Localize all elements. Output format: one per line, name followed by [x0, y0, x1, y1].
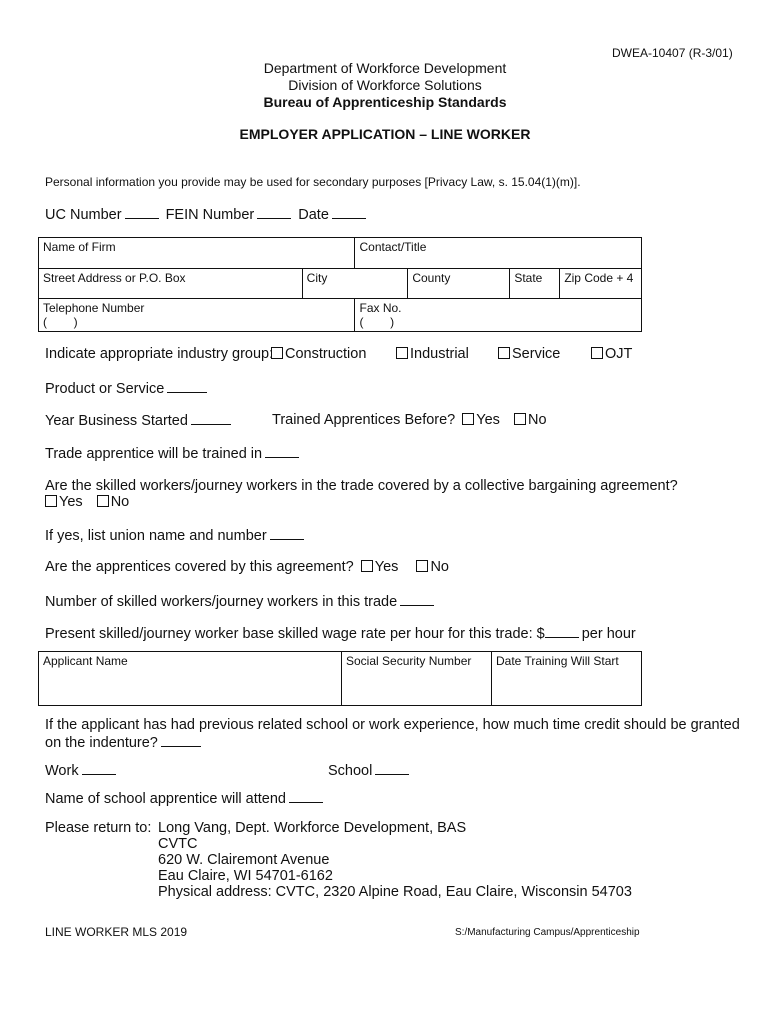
wage-label: Present skilled/journey worker base skilled wage rate per hour for this trade: $: [45, 626, 545, 642]
union-field[interactable]: [270, 527, 304, 540]
industrial-label: Industrial: [410, 346, 469, 362]
ojt-checkbox[interactable]: [591, 347, 603, 359]
trained-before-row: [272, 412, 547, 428]
fein-number-field[interactable]: [257, 206, 291, 219]
school-name-label: Name of school apprentice will attend: [45, 791, 286, 807]
collective-options: [45, 494, 129, 510]
service-checkbox[interactable]: [498, 347, 510, 359]
form-code: DWEA-10407 (R-3/01): [612, 46, 733, 60]
year-started-field[interactable]: [191, 412, 231, 425]
telephone-cell[interactable]: [39, 299, 355, 332]
num-workers-field[interactable]: [400, 593, 434, 606]
time-credit-row: [45, 734, 204, 751]
fax-label: Fax No.: [359, 301, 402, 315]
applicant-table: [38, 651, 642, 706]
applicant-name-cell[interactable]: [39, 652, 342, 706]
collective-yes-label: Yes: [59, 494, 83, 510]
product-row: [45, 380, 210, 397]
time-credit-field[interactable]: [161, 734, 201, 747]
zip-code-label: Zip Code + 4: [564, 271, 634, 285]
state-label: State: [514, 271, 543, 285]
num-workers-row: [45, 593, 437, 610]
trained-before-label: Trained Apprentices Before?: [272, 412, 456, 428]
street-address-label: Street Address or P.O. Box: [43, 271, 186, 285]
fax-cell[interactable]: [355, 299, 642, 332]
telephone-label: Telephone Number: [43, 301, 145, 315]
contact-title-label: Contact/Title: [359, 240, 427, 254]
school-name-row: [45, 790, 326, 807]
industry-option-ojt[interactable]: [591, 346, 632, 362]
school-name-field[interactable]: [289, 790, 323, 803]
wage-field[interactable]: [545, 625, 579, 638]
fein-number-label: FEIN Number: [165, 207, 255, 223]
product-field[interactable]: [167, 380, 207, 393]
uc-number-label: UC Number: [45, 207, 122, 223]
num-workers-label: Number of skilled workers/journey workers in this trade: [45, 594, 398, 610]
date-field[interactable]: [332, 206, 366, 219]
name-of-firm-label: Name of Firm: [43, 240, 116, 254]
trained-before-yes-checkbox[interactable]: [462, 413, 474, 425]
covered-no-checkbox[interactable]: [416, 560, 428, 572]
county-label: County: [412, 271, 451, 285]
uc-number-field[interactable]: [125, 206, 159, 219]
wage-row: [45, 625, 636, 642]
collective-yes-checkbox[interactable]: [45, 495, 57, 507]
fax-area-code: ( ): [359, 315, 395, 329]
date-label: Date: [298, 207, 329, 223]
work-row: [45, 762, 119, 779]
industrial-checkbox[interactable]: [396, 347, 408, 359]
footer-left: LINE WORKER MLS 2019: [45, 925, 188, 939]
city-cell[interactable]: [302, 269, 408, 299]
covered-no-label: No: [430, 559, 449, 575]
ssn-label: Social Security Number: [346, 654, 472, 668]
covered-yes-label: Yes: [374, 559, 399, 575]
year-started-label: Year Business Started: [45, 413, 188, 429]
collective-no-checkbox[interactable]: [97, 495, 109, 507]
city-label: City: [306, 271, 328, 285]
school-row: [328, 762, 412, 779]
construction-label: Construction: [285, 346, 367, 362]
trained-before-yes-label: Yes: [476, 412, 500, 428]
union-label: If yes, list union name and number: [45, 528, 267, 544]
work-label: Work: [45, 763, 79, 779]
county-cell[interactable]: [408, 269, 510, 299]
product-label: Product or Service: [45, 381, 165, 397]
school-label: School: [328, 763, 373, 779]
date-start-label: Date Training Will Start: [496, 654, 619, 668]
service-label: Service: [512, 346, 561, 362]
industry-option-service[interactable]: [498, 346, 560, 362]
header-division: Division of Workforce Solutions: [288, 77, 482, 93]
return-line1: Long Vang, Dept. Workforce Development, BAS: [158, 820, 467, 836]
applicant-name-label: Applicant Name: [43, 654, 128, 668]
work-field[interactable]: [82, 762, 116, 775]
return-label: Please return to:: [45, 820, 152, 836]
footer-right: S:/Manufacturing Campus/Apprenticeship: [455, 927, 640, 938]
time-credit-line2: on the indenture?: [45, 735, 158, 751]
return-line3: 620 W. Clairemont Avenue: [158, 852, 330, 868]
zip-code-cell[interactable]: [560, 269, 642, 299]
collective-question: Are the skilled workers/journey workers in the trade covered by a collective bargaining agreement?: [45, 478, 678, 494]
covered-row: [45, 559, 449, 575]
firm-info-table: [38, 237, 642, 332]
ids-row: [45, 206, 369, 223]
union-row: [45, 527, 307, 544]
contact-title-cell[interactable]: [355, 238, 642, 269]
form-title: EMPLOYER APPLICATION – LINE WORKER: [239, 126, 531, 142]
name-of-firm-cell[interactable]: [39, 238, 355, 269]
trade-row: [45, 445, 302, 462]
trade-field[interactable]: [265, 445, 299, 458]
header-bureau: Bureau of Apprenticeship Standards: [263, 94, 507, 110]
street-address-cell[interactable]: [39, 269, 303, 299]
return-line2: CVTC: [158, 836, 198, 852]
trained-before-no-label: No: [527, 412, 547, 428]
date-start-cell[interactable]: [492, 652, 642, 706]
wage-suffix: per hour: [581, 626, 636, 642]
year-started-row: [45, 412, 234, 429]
header-department: Department of Workforce Development: [263, 60, 507, 76]
return-line4: Eau Claire, WI 54701-6162: [158, 868, 333, 884]
telephone-area-code: ( ): [43, 315, 78, 329]
covered-question: Are the apprentices covered by this agreement?: [45, 559, 354, 575]
construction-checkbox[interactable]: [271, 347, 283, 359]
industry-option-construction[interactable]: [271, 346, 366, 362]
school-field[interactable]: [375, 762, 409, 775]
collective-no-label: No: [110, 494, 130, 510]
ssn-cell[interactable]: [342, 652, 492, 706]
trained-before-no-checkbox[interactable]: [514, 413, 526, 425]
time-credit-line1: If the applicant has had previous related school or work experience, how much time credit should be granted: [45, 717, 740, 733]
trade-label: Trade apprentice will be trained in: [45, 446, 263, 462]
privacy-note: Personal information you provide may be used for secondary purposes [Privacy Law, s. 15.04(1)(m)].: [45, 175, 581, 189]
state-cell[interactable]: [510, 269, 560, 299]
ojt-label: OJT: [605, 346, 633, 362]
industry-label: Indicate appropriate industry group:: [45, 346, 274, 362]
covered-yes-checkbox[interactable]: [361, 560, 373, 572]
return-line5: Physical address: CVTC, 2320 Alpine Road, Eau Claire, Wisconsin 54703: [158, 884, 632, 900]
industry-option-industrial[interactable]: [396, 346, 469, 362]
